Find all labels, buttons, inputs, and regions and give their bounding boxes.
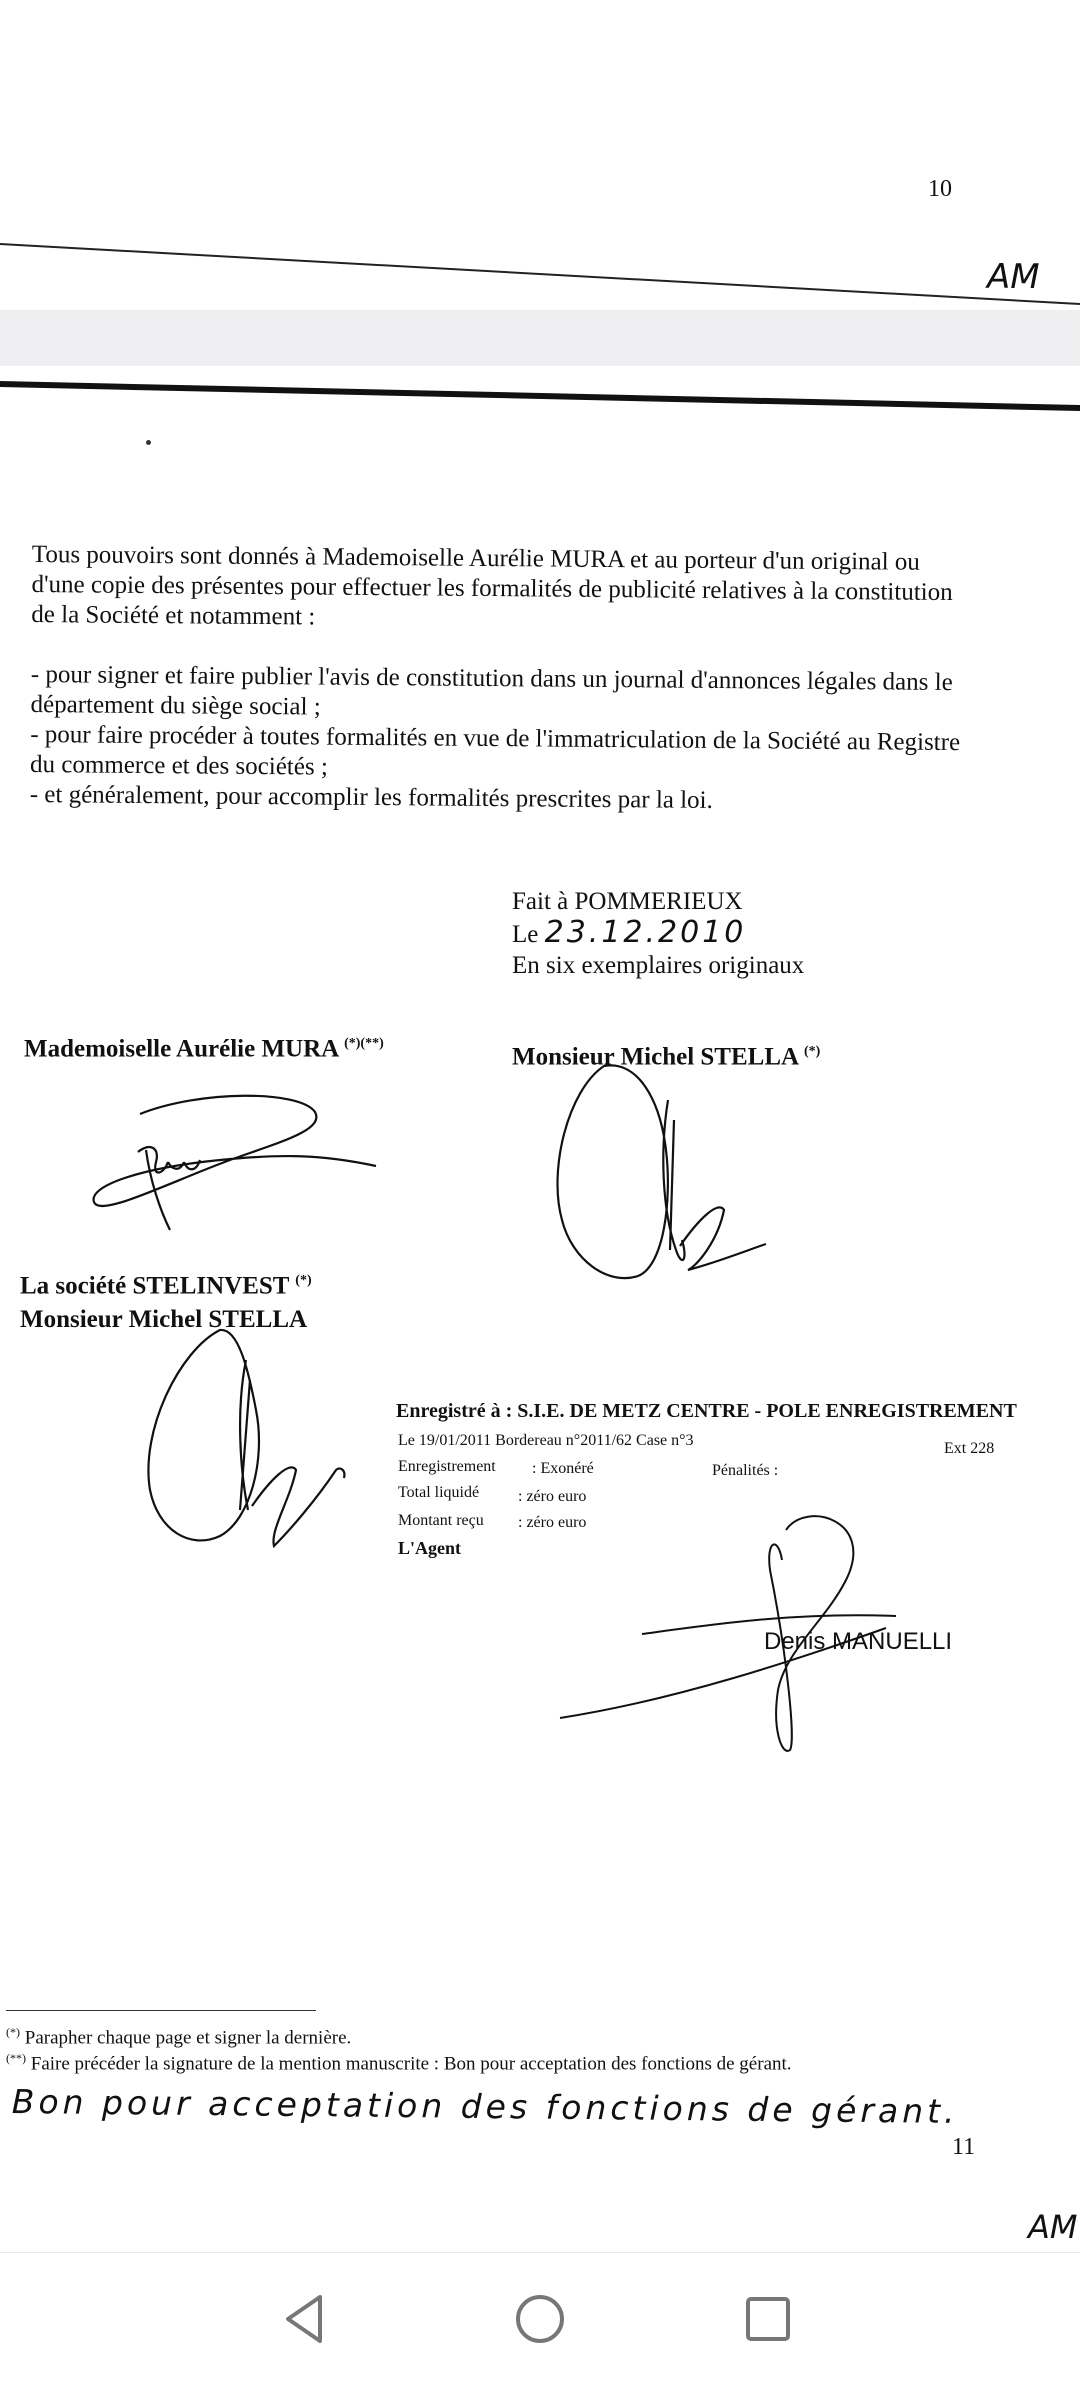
date-label: Le bbox=[512, 921, 539, 948]
stamp-penalites-label: Pénalités : bbox=[712, 1462, 779, 1479]
text-line: - et généralement, pour accomplir les formalités prescrites par la loi. bbox=[29, 780, 713, 814]
paragraph-pouvoirs bbox=[31, 540, 1012, 639]
navigation-bar bbox=[0, 2252, 1080, 2389]
scan-dot bbox=[146, 440, 151, 445]
stamp-enregistrement-label: Enregistrement bbox=[398, 1458, 496, 1475]
footnote-rule bbox=[6, 2010, 316, 2011]
signer-stella-note: (*) bbox=[803, 1044, 821, 1059]
footnote-2 bbox=[6, 2046, 792, 2076]
text-line: - pour faire procéder à toutes formalités en vue de l'immatriculation de la Société au Registre bbox=[30, 720, 961, 757]
text-line: du commerce et des sociétés ; bbox=[29, 750, 328, 781]
stamp-registered-at: Enregistré à : S.I.E. DE METZ CENTRE - POLE ENREGISTREMENT bbox=[396, 1400, 1017, 1422]
page-edge-line bbox=[0, 378, 1080, 418]
stamp-montant-label: Montant reçu bbox=[398, 1512, 484, 1529]
text-line: Tous pouvoirs sont donnés à Mademoiselle Aurélie MURA et au porteur d'un original ou bbox=[31, 540, 921, 576]
initials-top-text: AM bbox=[987, 257, 1040, 297]
page-edge-line-top bbox=[0, 230, 1080, 310]
paragraph-formalites bbox=[30, 660, 1011, 819]
signer-stelinvest-company: La société STELINVEST bbox=[20, 1272, 290, 1300]
signer-stelinvest-note: (*) bbox=[295, 1273, 312, 1288]
signer-stelinvest-representative: Monsieur Michel STELLA bbox=[20, 1306, 308, 1334]
stamp-total-label: Total liquidé bbox=[398, 1484, 480, 1501]
page-number-top: 10 bbox=[928, 176, 952, 202]
footnote-2-text: Faire précéder la signature de la mention manuscrite : Bon pour acceptation des fonctions de gérant. bbox=[26, 2053, 792, 2075]
date-handwritten: 23.12.2010 bbox=[544, 915, 747, 950]
body-text bbox=[29, 540, 1012, 849]
home-icon[interactable] bbox=[504, 2283, 576, 2355]
text-line: d'une copie des présentes pour effectuer les formalités de publicité relatives à la constitution bbox=[31, 570, 953, 607]
signer-mura bbox=[24, 1028, 384, 1065]
footnote-2-mark: (**) bbox=[6, 2051, 26, 2065]
signature-mura bbox=[80, 1090, 390, 1240]
footnote-1-text: Parapher chaque page et signer la dernière. bbox=[20, 2027, 352, 2049]
stamp-bordereau: Le 19/01/2011 Bordereau n°2011/62 Case n°3 bbox=[398, 1432, 694, 1449]
agent-name: Denis MANUELLI bbox=[764, 1628, 953, 1655]
page-number-bottom: 11 bbox=[952, 2134, 976, 2160]
back-icon[interactable] bbox=[270, 2283, 342, 2355]
fait-a: Fait à POMMERIEUX bbox=[512, 888, 743, 915]
page-gap bbox=[0, 310, 1080, 366]
handwritten-acceptance: Bon pour acceptation des fonctions de gérant. bbox=[11, 2082, 959, 2131]
initials-top bbox=[985, 248, 1080, 298]
stamp-montant-value: : zéro euro bbox=[518, 1514, 587, 1531]
text-line: - pour signer et faire publier l'avis de constitution dans un journal d'annonces légales dans le bbox=[30, 660, 953, 697]
stamp-total-value: : zéro euro bbox=[518, 1488, 587, 1505]
signer-stella-name: Monsieur Michel STELLA bbox=[512, 1043, 798, 1071]
date-line bbox=[512, 917, 804, 950]
stamp-agent-label: L'Agent bbox=[398, 1538, 461, 1558]
place-date-block bbox=[512, 886, 804, 981]
signature-stelinvest bbox=[140, 1320, 390, 1560]
signer-mura-note: (*)(**) bbox=[344, 1036, 384, 1051]
initials-bottom-text: AM bbox=[1028, 2208, 1078, 2246]
text-line: de la Société et notamment : bbox=[31, 600, 316, 631]
recents-icon[interactable] bbox=[732, 2283, 804, 2355]
footnote-1-mark: (*) bbox=[6, 2025, 20, 2039]
signer-mura-name: Mademoiselle Aurélie MURA bbox=[24, 1035, 338, 1063]
stamp-ext: Ext 228 bbox=[944, 1440, 995, 1457]
signature-stella bbox=[548, 1050, 778, 1300]
text-line: département du siège social ; bbox=[30, 690, 321, 721]
signer-stelinvest-line1 bbox=[20, 1264, 312, 1303]
stamp-enregistrement-value: : Exonéré bbox=[532, 1460, 594, 1477]
exemplaires: En six exemplaires originaux bbox=[512, 952, 805, 979]
initials-bottom bbox=[1026, 2202, 1080, 2246]
